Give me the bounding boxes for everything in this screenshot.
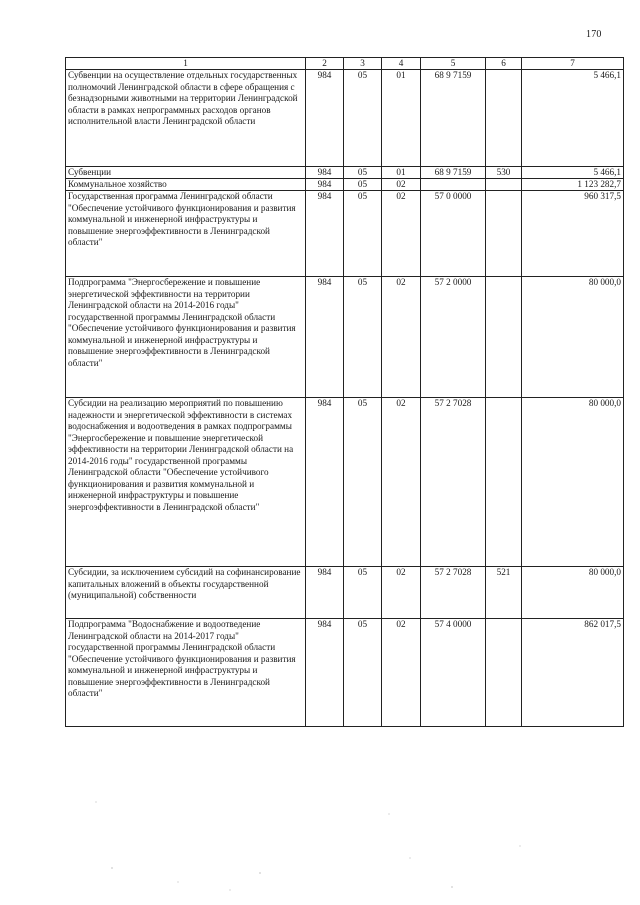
table-row — [66, 567, 624, 619]
amount-cell: 960 317,5 — [522, 191, 624, 277]
row-name-cell: Субвенции на осуществление отдельных государственных полномочий Ленинградской области в сфере обращения с безнадзорными животными на территории Ленинградской области в рамках непрограммных расходов органов исполнительной власти Ленинградской области — [66, 70, 306, 167]
column-header: 1 — [66, 58, 306, 70]
page-number: 170 — [586, 29, 602, 40]
column-header: 3 — [344, 58, 382, 70]
row-name-cell: Государственная программа Ленинградской области "Обеспечение устойчивого функционирования и развития коммунальной и инженерной инфраструктуры и повышение энергоэффективности в Ленинградской области" — [66, 191, 306, 277]
subsection-code-cell: 02 — [382, 191, 421, 277]
subsection-code-cell: 02 — [382, 398, 421, 567]
target-article-cell: 68 9 7159 — [421, 70, 486, 167]
column-header: 4 — [382, 58, 421, 70]
target-article-cell: 57 2 0000 — [421, 277, 486, 398]
subsection-code-cell: 01 — [382, 167, 421, 179]
target-article-cell: 57 2 7028 — [421, 398, 486, 567]
amount-cell: 1 123 282,7 — [522, 179, 624, 191]
column-header: 5 — [421, 58, 486, 70]
amount-cell: 5 466,1 — [522, 70, 624, 167]
section-code-cell: 05 — [344, 277, 382, 398]
subsection-code-cell: 02 — [382, 567, 421, 619]
column-header: 6 — [486, 58, 522, 70]
ministry-code-cell: 984 — [306, 619, 344, 727]
table-row — [66, 191, 624, 277]
row-name-cell: Подпрограмма "Энергосбережение и повышение энергетической эффективности на территории Ленинградской области на 2014-2016 годы" государственной программы Ленинградской области "Обеспечение устойчивого функционирования и развития коммунальной и инженерной инфраструктуры и повышение энергоэффективности в Ленинградской области" — [66, 277, 306, 398]
column-header: 7 — [522, 58, 624, 70]
expense-type-cell — [486, 70, 522, 167]
target-article-cell: 57 4 0000 — [421, 619, 486, 727]
ministry-code-cell: 984 — [306, 179, 344, 191]
expense-type-cell — [486, 398, 522, 567]
section-code-cell: 05 — [344, 179, 382, 191]
expense-type-cell: 530 — [486, 167, 522, 179]
amount-cell: 80 000,0 — [522, 277, 624, 398]
row-name-cell: Субвенции — [66, 167, 306, 179]
subsection-code-cell: 02 — [382, 619, 421, 727]
expense-type-cell — [486, 619, 522, 727]
subsection-code-cell: 02 — [382, 179, 421, 191]
row-name-cell: Субсидии на реализацию мероприятий по повышению надежности и энергетической эффективности в системах водоснабжения и водоотведения в рамках подпрограммы "Энергосбережение и повышение энергетической эффективности на территории Ленинградской области на 2014-2016 годы" государственной программы Ленинградской области "Обеспечение устойчивого функционирования и развития коммунальной и инженерной инфраструктуры и повышение энергоэффективности в Ленинградской области" — [66, 398, 306, 567]
expense-type-cell — [486, 179, 522, 191]
target-article-cell: 68 9 7159 — [421, 167, 486, 179]
expense-type-cell: 521 — [486, 567, 522, 619]
table-row — [66, 179, 624, 191]
header-row — [66, 58, 624, 70]
table-row — [66, 619, 624, 727]
target-article-cell: 57 0 0000 — [421, 191, 486, 277]
ministry-code-cell: 984 — [306, 398, 344, 567]
ministry-code-cell: 984 — [306, 70, 344, 167]
expense-type-cell — [486, 191, 522, 277]
subsection-code-cell: 01 — [382, 70, 421, 167]
table-row — [66, 398, 624, 567]
column-header: 2 — [306, 58, 344, 70]
amount-cell: 5 466,1 — [522, 167, 624, 179]
expense-type-cell — [486, 277, 522, 398]
ministry-code-cell: 984 — [306, 277, 344, 398]
section-code-cell: 05 — [344, 191, 382, 277]
ministry-code-cell: 984 — [306, 167, 344, 179]
table-row — [66, 167, 624, 179]
row-name-cell: Субсидии, за исключением субсидий на софинансирование капитальных вложений в объекты государственной (муниципальной) собственности — [66, 567, 306, 619]
ministry-code-cell: 984 — [306, 567, 344, 619]
section-code-cell: 05 — [344, 619, 382, 727]
section-code-cell: 05 — [344, 70, 382, 167]
row-name-cell: Подпрограмма "Водоснабжение и водоотведение Ленинградской области на 2014-2017 годы" государственной программы Ленинградской области "Обеспечение устойчивого функционирования и развития коммунальной и инженерной инфраструктуры и повышение энергоэффективности в Ленинградской области" — [66, 619, 306, 727]
amount-cell: 862 017,5 — [522, 619, 624, 727]
section-code-cell: 05 — [344, 167, 382, 179]
section-code-cell: 05 — [344, 398, 382, 567]
amount-cell: 80 000,0 — [522, 398, 624, 567]
ministry-code-cell: 984 — [306, 191, 344, 277]
budget-table — [65, 57, 624, 727]
table-row — [66, 70, 624, 167]
target-article-cell: 57 2 7028 — [421, 567, 486, 619]
amount-cell: 80 000,0 — [522, 567, 624, 619]
target-article-cell — [421, 179, 486, 191]
section-code-cell: 05 — [344, 567, 382, 619]
table-row — [66, 277, 624, 398]
subsection-code-cell: 02 — [382, 277, 421, 398]
row-name-cell: Коммунальное хозяйство — [66, 179, 306, 191]
